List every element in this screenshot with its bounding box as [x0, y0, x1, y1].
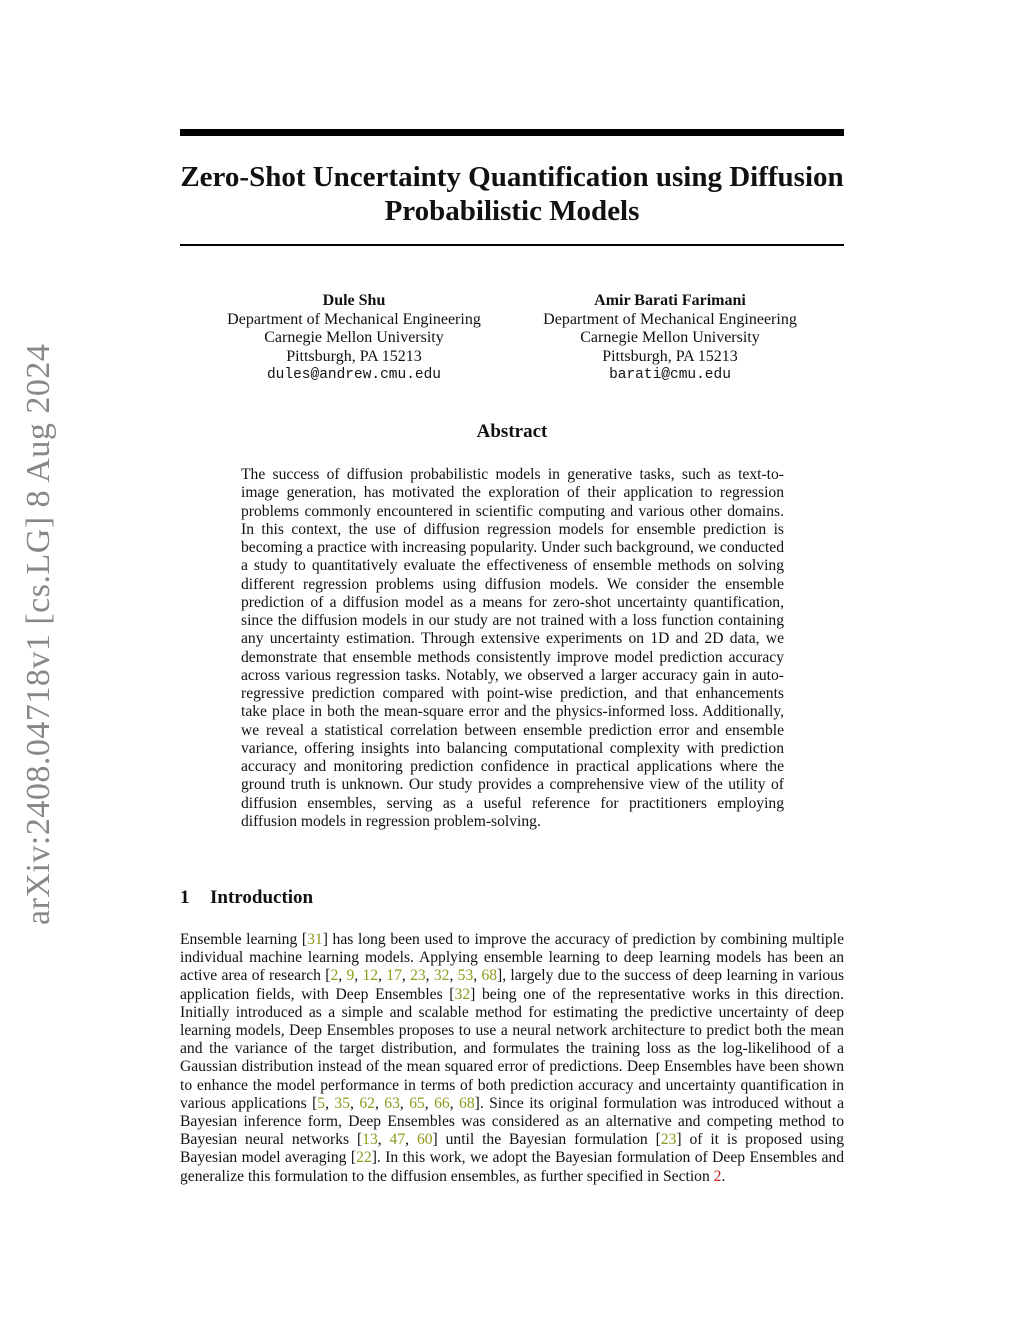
citation-link[interactable]: 23: [660, 1131, 677, 1149]
citation-link[interactable]: 9: [346, 967, 355, 985]
author-email[interactable]: barati@cmu.edu: [609, 367, 731, 383]
arxiv-stamp: arXiv:2408.04718v1 [cs.LG] 8 Aug 2024: [20, 343, 57, 925]
citation-link[interactable]: 12: [362, 967, 379, 985]
abstract-text: The success of diffusion probabilistic models in generative tasks, such as text-to-image generation, has motivated the exploration of their application to regression problems commonly encountered in scientific computing and various other domains. In this context, the use of diffusion regression models for ensemble prediction is becoming a practice with increasing popularity. Under such background, we conducted a study to quantitatively evaluate the effectiveness of ensemble methods on solving different regression problems using diffusion models. We consider the ensemble prediction of a diffusion model as a means for zero-shot uncertainty quantification, since the diffusion models in our study are not trained with a loss function containing any uncertainty estimation. Through extensive experiments on 1D and 2D data, we demonstrate that ensemble methods consistently improve model prediction accuracy across various regression tasks. Notably, we observed a larger accuracy gain in auto-regressive prediction compared with point-wise prediction, and that enhancements take place in both the mean-square error and the physics-informed loss. Additionally, we reveal a statistical correlation between ensemble prediction error and ensemble variance, offering insights into balancing computational complexity with prediction accuracy and monitoring prediction confidence in practical applications where the ground truth is unknown. Our study provides a comprehensive view of the utility of diffusion ensembles, serving as a useful reference for practitioners employing diffusion models in regression problem-solving.: [241, 466, 784, 830]
citation-link[interactable]: 32: [433, 967, 450, 985]
citation-link[interactable]: 22: [356, 1149, 372, 1167]
citation-link[interactable]: 13: [362, 1131, 378, 1149]
citation-link[interactable]: 2: [330, 967, 339, 985]
citation-link[interactable]: 47: [389, 1131, 406, 1149]
author-location: Pittsburgh, PA 15213: [602, 347, 738, 365]
section-title: Introduction: [210, 887, 314, 908]
citation-link[interactable]: 17: [386, 967, 402, 985]
author-location: Pittsburgh, PA 15213: [286, 347, 422, 365]
section-reference-link[interactable]: 2: [713, 1167, 722, 1185]
citation-link[interactable]: 65: [409, 1094, 425, 1112]
intro-text-span: ] of it is proposed using Bayesian model averaging [: [180, 1131, 845, 1167]
intro-text-span: ], largely due to the success of deep learning in various application fields, with Deep Ensembles [: [180, 967, 845, 1003]
author-block-1: [204, 292, 504, 385]
author-name: Amir Barati Farimani: [594, 292, 746, 309]
citation-link[interactable]: 32: [454, 985, 471, 1003]
citation-link[interactable]: 31: [307, 931, 323, 948]
section-heading-introduction: [180, 887, 313, 909]
author-department: Department of Mechanical Engineering: [227, 310, 481, 328]
author-block-2: [520, 292, 820, 385]
author-university: Carnegie Mellon University: [580, 329, 760, 346]
author-email[interactable]: dules@andrew.cmu.edu: [266, 367, 442, 383]
intro-text-span: ]. Since its original formulation was introduced without a Bayesian inference form, Deep Ensembles was considered as an alternative and competing method to Bayesian neural networks [: [180, 1094, 845, 1149]
citation-link[interactable]: 60: [416, 1131, 433, 1149]
intro-text-span: ]. In this work, we adopt the Bayesian formulation of Deep Ensembles and generalize this formulation to the diffusion ensembles, as further specified in Section: [180, 1149, 844, 1185]
citation-link[interactable]: 66: [434, 1094, 450, 1112]
intro-text-span: ] being one of the representative works in this direction. Initially introduced as a simple and scalable method for estimating the predictive uncertainty of deep learning models, Deep Ensembles proposes to use a neural network architecture to predict both the mean and the variance of the target distribution, and formulates the training loss as the log-likelihood of a Gaussian distribution instead of the mean squared error of predictions. Deep Ensembles have been shown to enhance the model performance in terms of both prediction accuracy and uncertainty quantification in various applications [: [180, 985, 844, 1112]
intro-text-span: .: [721, 1167, 726, 1185]
paper-title: Zero-Shot Uncertainty Quantification using Diffusion Probabilistic Models: [180, 161, 844, 227]
citation-link[interactable]: 63: [384, 1094, 400, 1112]
title-rule-bottom: [180, 244, 844, 246]
citation-link[interactable]: 5: [317, 1094, 326, 1112]
citation-link[interactable]: 23: [410, 967, 426, 985]
section-number: 1: [180, 887, 190, 908]
citation-link[interactable]: 53: [457, 967, 474, 985]
intro-text-span: ] until the Bayesian formulation [: [432, 1131, 661, 1149]
author-name: Dule Shu: [322, 292, 386, 309]
citation-link[interactable]: 68: [459, 1094, 475, 1112]
citation-link[interactable]: 68: [481, 967, 498, 985]
intro-text-span: ] has long been used to improve the accuracy of prediction by combining multiple individual machine learning models. Applying ensemble learning to deep learning models has been an active area of research [: [180, 931, 844, 985]
intro-text-span: Ensemble learning [: [180, 931, 308, 948]
introduction-paragraph: Ensemble learning [31] has long been used to improve the accuracy of prediction by combining multiple individual machine learning models. Applying ensemble learning to deep learning models has been an active area of research [2, 9, 12, 17, 23, 32, 53, 68], largely due to the success of deep learning in various application fields, with Deep Ensembles [32] being one of the representative works in this direction. Initially introduced as a simple and scalable method for estimating the predictive uncertainty of deep learning models, Deep Ensembles proposes to use a neural network architecture to predict both the mean and the variance of the target distribution, and formulates the training loss as the log-likelihood of a Gaussian distribution instead of the mean squared error of predictions. Deep Ensembles have been shown to enhance the model performance in terms of both prediction accuracy and uncertainty quantification in various applications [5, 35, 62, 63, 65, 66, 68]. Since its original formulation was introduced without a Bayesian inference form, Deep Ensembles was considered as an alternative and competing method to Bayesian neural networks [13, 47, 60] until the Bayesian formulation [23] of it is proposed using Bayesian model averaging [22]. In this work, we adopt the Bayesian formulation of Deep Ensembles and generalize this formulation to the diffusion ensembles, as further specified in Section 2.: [180, 931, 845, 1185]
author-university: Carnegie Mellon University: [264, 329, 444, 346]
author-department: Department of Mechanical Engineering: [543, 310, 797, 328]
citation-link[interactable]: 62: [359, 1094, 375, 1112]
citation-link[interactable]: 35: [334, 1094, 351, 1112]
abstract-heading: Abstract: [476, 421, 548, 442]
title-rule-top: [180, 129, 844, 136]
